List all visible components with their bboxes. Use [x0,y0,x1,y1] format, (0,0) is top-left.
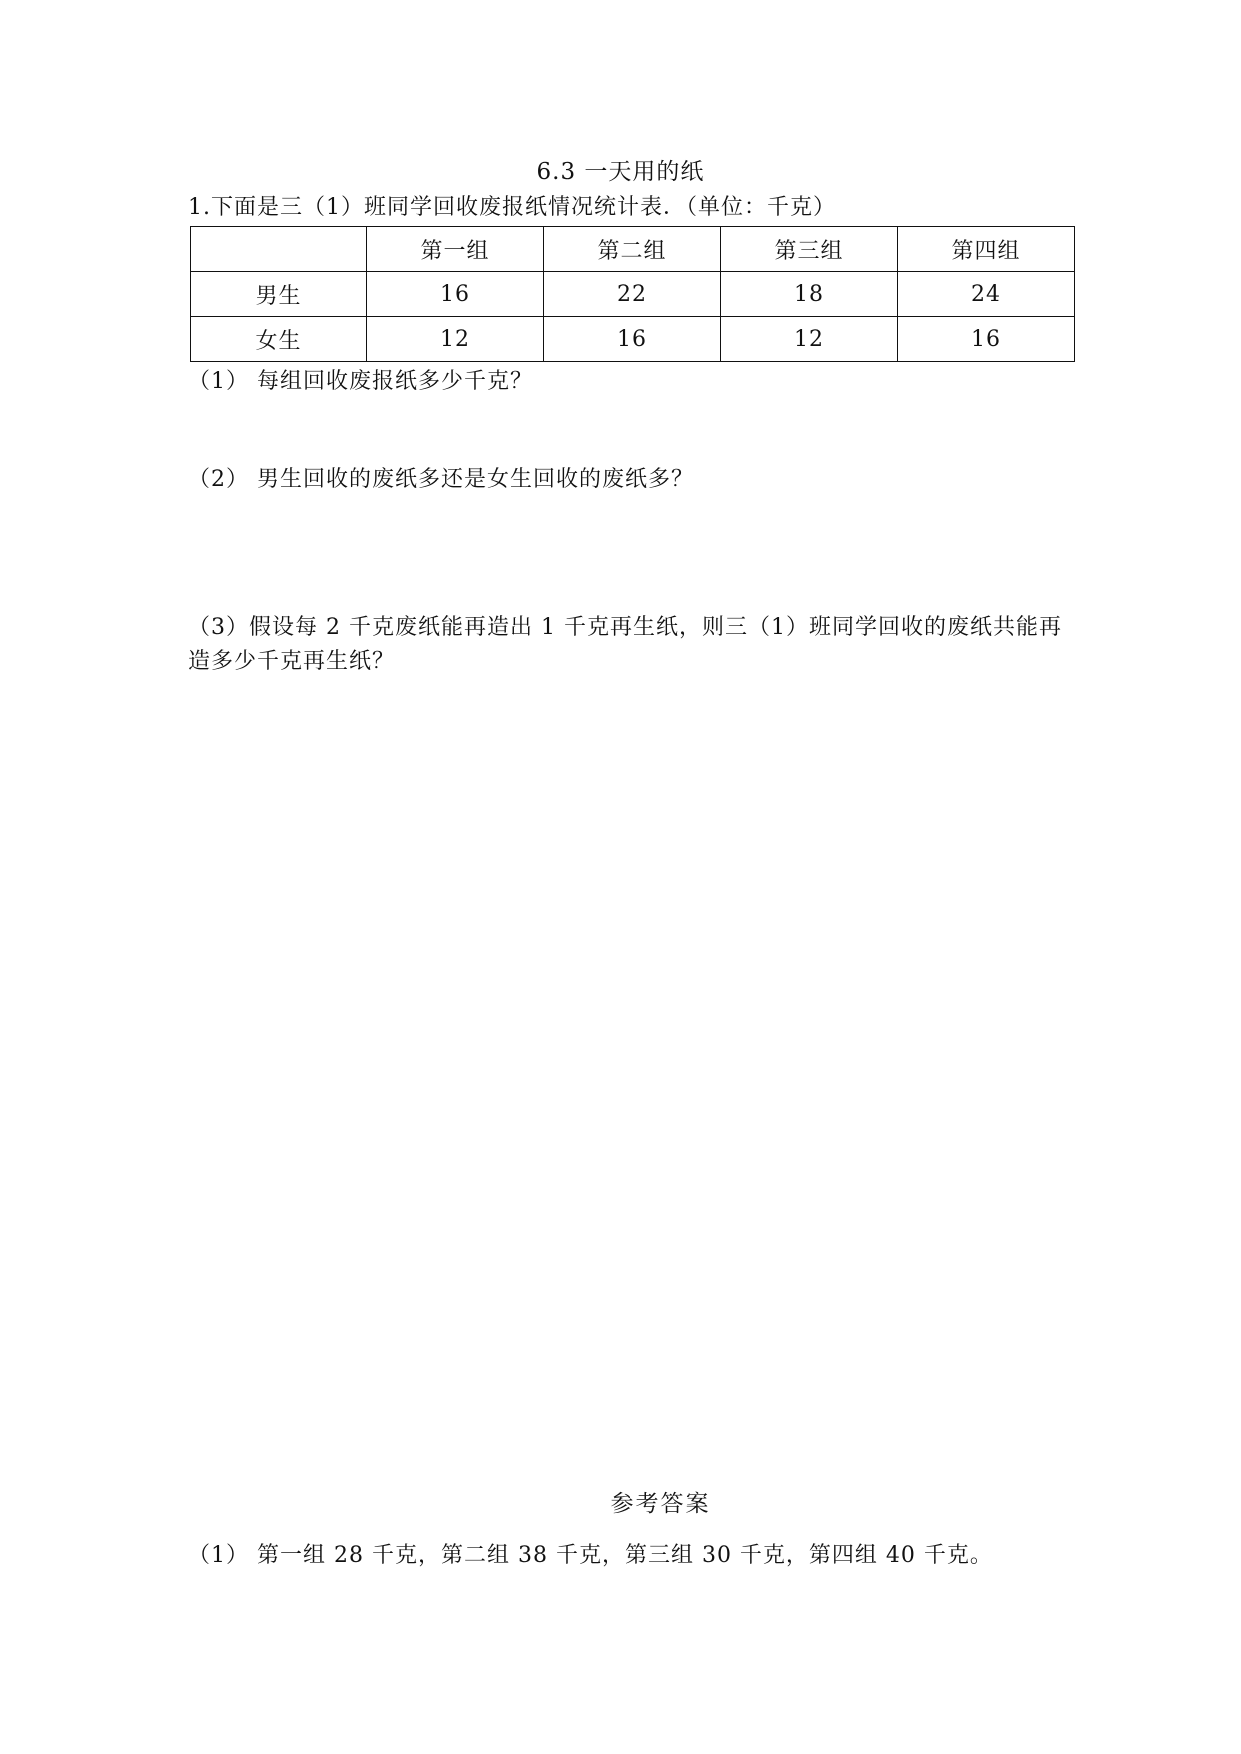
row-label: 男生 [191,272,367,317]
table-header-cell: 第一组 [367,227,544,272]
table-cell: 12 [721,317,898,362]
table-header-cell: 第二组 [544,227,721,272]
table-cell: 16 [367,272,544,317]
table-header-cell [191,227,367,272]
question-intro: 1.下面是三（1）班同学回收废报纸情况统计表．（单位：千克） [188,195,836,220]
table-cell: 12 [367,317,544,362]
sub-question-3: （3）假设每 2 千克废纸能再造出 1 千克再生纸，则三（1）班同学回收的废纸共能再造多少千克再生纸？ [188,615,1062,674]
sub-question-1: （1） 每组回收废报纸多少千克？ [188,369,533,394]
row-label: 女生 [191,317,367,362]
table-header-cell: 第四组 [898,227,1075,272]
answer-1: （1） 第一组 28 千克，第二组 38 千克，第三组 30 千克，第四组 40 千克。 [188,1543,993,1568]
table-cell: 18 [721,272,898,317]
table-cell: 16 [898,317,1075,362]
table-cell: 24 [898,272,1075,317]
table-row [191,317,1075,362]
table-cell: 16 [544,317,721,362]
table-cell: 22 [544,272,721,317]
paper-recycling-table [190,226,1075,362]
answers-title: 参考答案 [610,1491,711,1517]
page-title: 6.3 一天用的纸 [536,159,705,185]
sub-question-2: （2） 男生回收的废纸多还是女生回收的废纸多？ [188,467,694,492]
table-header-row [191,227,1075,272]
table-header-cell: 第三组 [721,227,898,272]
table-row [191,272,1075,317]
